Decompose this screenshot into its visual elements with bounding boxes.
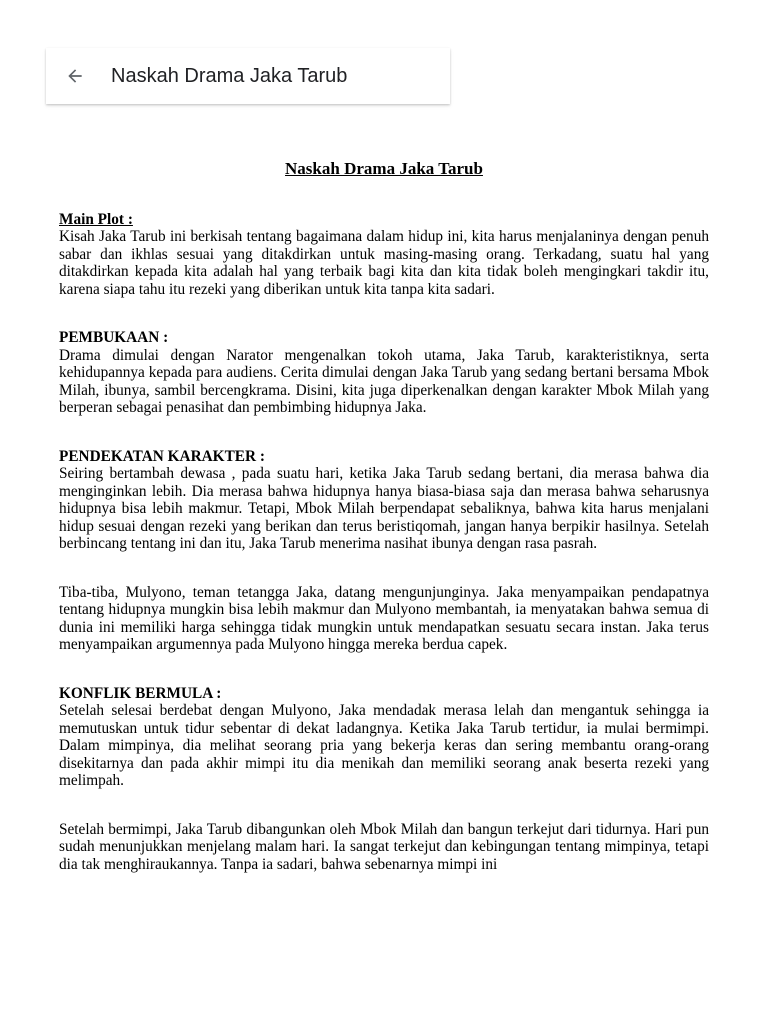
konflik-heading: KONFLIK BERMULA : <box>59 684 222 702</box>
setelah-bermimpi-text: Setelah bermimpi, Jaka Tarub dibangunkan oleh Mbok Milah dan bangun terkejut dari tidurnya. Hari pun sudah menunjukkan menjelang malam hari. Ia sangat terkejut dan kebingungan tentang mimpinya, tetapi dia tak menghiraukannya. Tanpa ia sadari, bahwa sebenarnya mimpi ini <box>59 820 709 873</box>
pendekatan-heading: PENDEKATAN KARAKTER : <box>59 447 265 465</box>
pembukaan-text: Drama dimulai dengan Narator mengenalkan tokoh utama, Jaka Tarub, karakteristiknya, serta kehidupannya kepada para audiens. Cerita dimulai dengan Jaka Tarub yang sedang bertani bersama Mbok Milah, ibunya, sambil bercengkrama. Disini, kita juga diperkenalkan dengan karakter Mbok Milah yang berperan sebagai penasihat dan pembimbing hidupnya Jaka. <box>59 346 709 416</box>
pendekatan-text: Seiring bertambah dewasa , pada suatu hari, ketika Jaka Tarub sedang bertani, dia merasa bahwa dia menginginkan lebih. Dia merasa bahwa hidupnya hanya biasa-biasa saja dan merasa bahwa seharusnya hidupnya bisa lebih makmur. Tetapi, Mbok Milah berpendapat sebaliknya, bahwa kita harus menjalani hidup sesuai dengan rezeki yang berikan dan terus beristiqomah, jangan hanya berpikir hasilnya. Setelah berbincang tentang ini dan itu, Jaka Tarub menerima nasihat ibunya dengan rasa pasrah. <box>59 465 709 552</box>
section-pendekatan-karakter <box>59 448 709 553</box>
section-konflik-bermula <box>59 685 709 790</box>
document-title: Naskah Drama Jaka Tarub <box>285 159 483 178</box>
section-main-plot <box>59 211 709 299</box>
main-plot-heading: Main Plot : <box>59 210 133 228</box>
section-pembukaan <box>59 329 709 417</box>
pembukaan-heading: PEMBUKAAN : <box>59 329 169 346</box>
app-bar-title: Naskah Drama Jaka Tarub <box>111 64 348 87</box>
section-setelah-bermimpi <box>59 821 709 874</box>
main-plot-text: Kisah Jaka Tarub ini berkisah tentang bagaimana dalam hidup ini, kita harus menjalaninya dengan penuh sabar dan ikhlas sesuai yang ditakdirkan untuk masing-masing orang. Terkadang, suatu hal yang ditakdirkan kepada kita adalah hal yang terbaik bagi kita dan kita tidak boleh mengingkari takdir itu, karena siapa tahu itu rezeki yang diberikan untuk kita tanpa kita sadari. <box>59 228 709 298</box>
back-button[interactable] <box>63 64 87 88</box>
section-tiba-tiba <box>59 584 709 654</box>
konflik-text: Setelah selesai berdebat dengan Mulyono, Jaka mendadak merasa lelah dan mengantuk sehingga ia memutuskan untuk tidur sebentar di dekat ladangnya. Ketika Jaka Tarub tertidur, ia mulai bermimpi. Dalam mimpinya, dia melihat seorang pria yang bekerja keras dan sering membantu orang-orang disekitarnya dan pada akhir mimpi itu dia menikah dan memiliki seorang anak beserta rezeki yang melimpah. <box>59 702 709 789</box>
document-page <box>59 160 709 873</box>
tiba-tiba-text: Tiba-tiba, Mulyono, teman tetangga Jaka, datang mengunjunginya. Jaka menyampaikan pendapatnya tentang hidupnya mungkin bisa lebih makmur dan Mulyono membantah, ia menyatakan bahwa semua di dunia ini memiliki harga sehingga tidak mungkin untuk mendapatkan sesuatu secara instan. Jaka terus menyampaikan argumennya pada Mulyono hingga mereka berdua capek. <box>59 583 709 653</box>
app-bar <box>46 48 450 104</box>
arrow-left-icon <box>65 66 85 86</box>
